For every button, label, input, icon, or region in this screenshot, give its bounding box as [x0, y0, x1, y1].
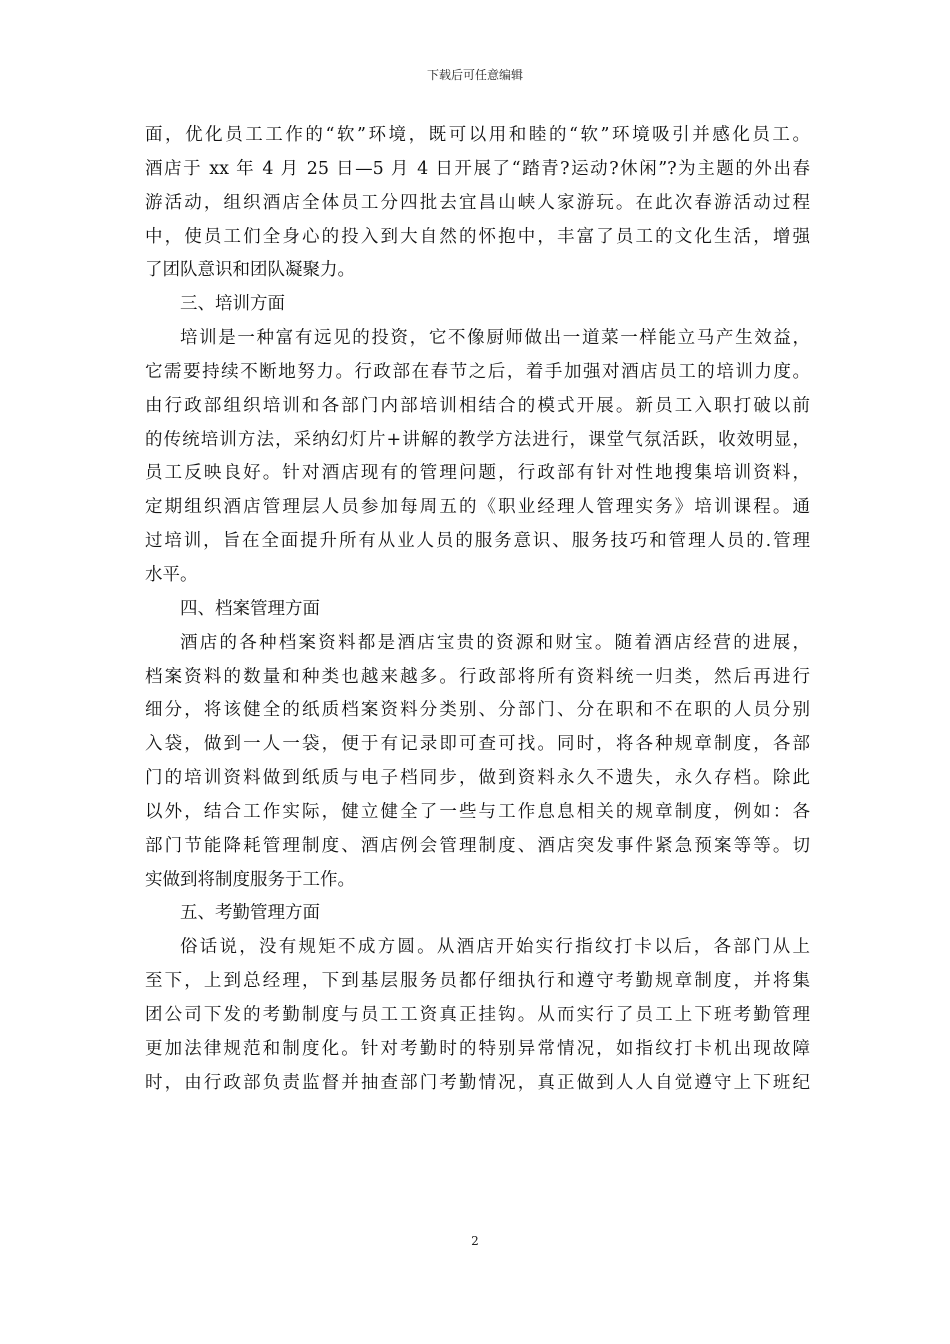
text-line: 俗话说，没有规矩不成方圆。从酒店开始实行指纹打卡以后，各部门从上	[180, 937, 810, 958]
page-header	[0, 67, 950, 83]
text-line: 时，由行政部负责监督并抽查部门考勤情况，真正做到人人自觉遵守上下班纪	[145, 1072, 810, 1093]
page-number: 2	[471, 1234, 479, 1248]
text-line: 门的培训资料做到纸质与电子档同步，做到资料永久不遗失，永久存档。除此	[145, 768, 810, 789]
header-text: 下载后可任意编辑	[426, 68, 523, 82]
text-line: 档案资料的数量和种类也越来越多。行政部将所有资料统一归类，然后再进行	[145, 666, 810, 687]
text-line: 中，使员工们全身心的投入到大自然的怀抱中，丰富了员工的文化生活，增强	[145, 226, 810, 247]
text-line: 它需要持续不断地努力。行政部在春节之后，着手加强对酒店员工的培训力度。	[145, 361, 810, 382]
text-line: 团公司下发的考勤制度与员工工资真正挂钩。从而实行了员工上下班考勤管理	[145, 1004, 810, 1025]
text-line: 过培训，旨在全面提升所有从业人员的服务意识、服务技巧和管理人员的.管理	[145, 531, 810, 552]
text-line: 酒店于 xx 年 4 月 25 日—5 月 4 日开展了“踏青?运动?休闲”?为主题的外出春	[145, 158, 810, 179]
text-line: 至下，上到总经理，下到基层服务员都仔细执行和遵守考勤规章制度，并将集	[145, 971, 810, 992]
text-line: 员工反映良好。针对酒店现有的管理问题，行政部有针对性地搜集培训资料，	[145, 463, 810, 484]
text-line: 酒店的各种档案资料都是酒店宝贵的资源和财宝。随着酒店经营的进展，	[180, 632, 810, 653]
document-body	[145, 119, 810, 1100]
text-line: 更加法律规范和制度化。针对考勤时的特别异常情况，如指纹打卡机出现故障	[145, 1038, 810, 1059]
text-line: 定期组织酒店管理层人员参加每周五的《职业经理人管理实务》培训课程。通	[145, 497, 810, 518]
text-line: 培训是一种富有远见的投资，它不像厨师做出一道菜一样能立马产生效益，	[180, 328, 810, 349]
text-line: 游活动，组织酒店全体员工分四批去宜昌山峡人家游玩。在此次春游活动过程	[145, 192, 810, 213]
text-line: 面，优化员工工作的“软”环境，既可以用和睦的“软”环境吸引并感化员工。	[145, 125, 810, 145]
text-line: 以外，结合工作实际，健立健全了一些与工作息息相关的规章制度，例如：各	[145, 801, 810, 822]
text-line: 入袋，做到一人一袋，便于有记录即可查可找。同时，将各种规章制度，各部	[145, 734, 810, 755]
section-heading: 三、培训方面	[180, 294, 285, 315]
text-line: 细分，将该健全的纸质档案资料分类别、分部门、分在职和不在职的人员分别	[145, 700, 810, 721]
text-line: 了团队意识和团队凝聚力。	[145, 260, 355, 281]
text-line: 实做到将制度服务于工作。	[145, 869, 355, 890]
text-line: 水平。	[145, 564, 198, 585]
text-line: 由行政部组织培训和各部门内部培训相结合的模式开展。新员工入职打破以前	[145, 395, 810, 416]
section-heading: 四、档案管理方面	[180, 598, 320, 619]
page-footer	[0, 1233, 950, 1249]
text-line: 的传统培训方法，采纳幻灯片+讲解的教学方法进行，课堂气氛活跃，收效明显，	[145, 429, 810, 450]
text-line: 部门节能降耗管理制度、酒店例会管理制度、酒店突发事件紧急预案等等。切	[145, 835, 810, 856]
section-heading: 五、考勤管理方面	[180, 903, 320, 924]
